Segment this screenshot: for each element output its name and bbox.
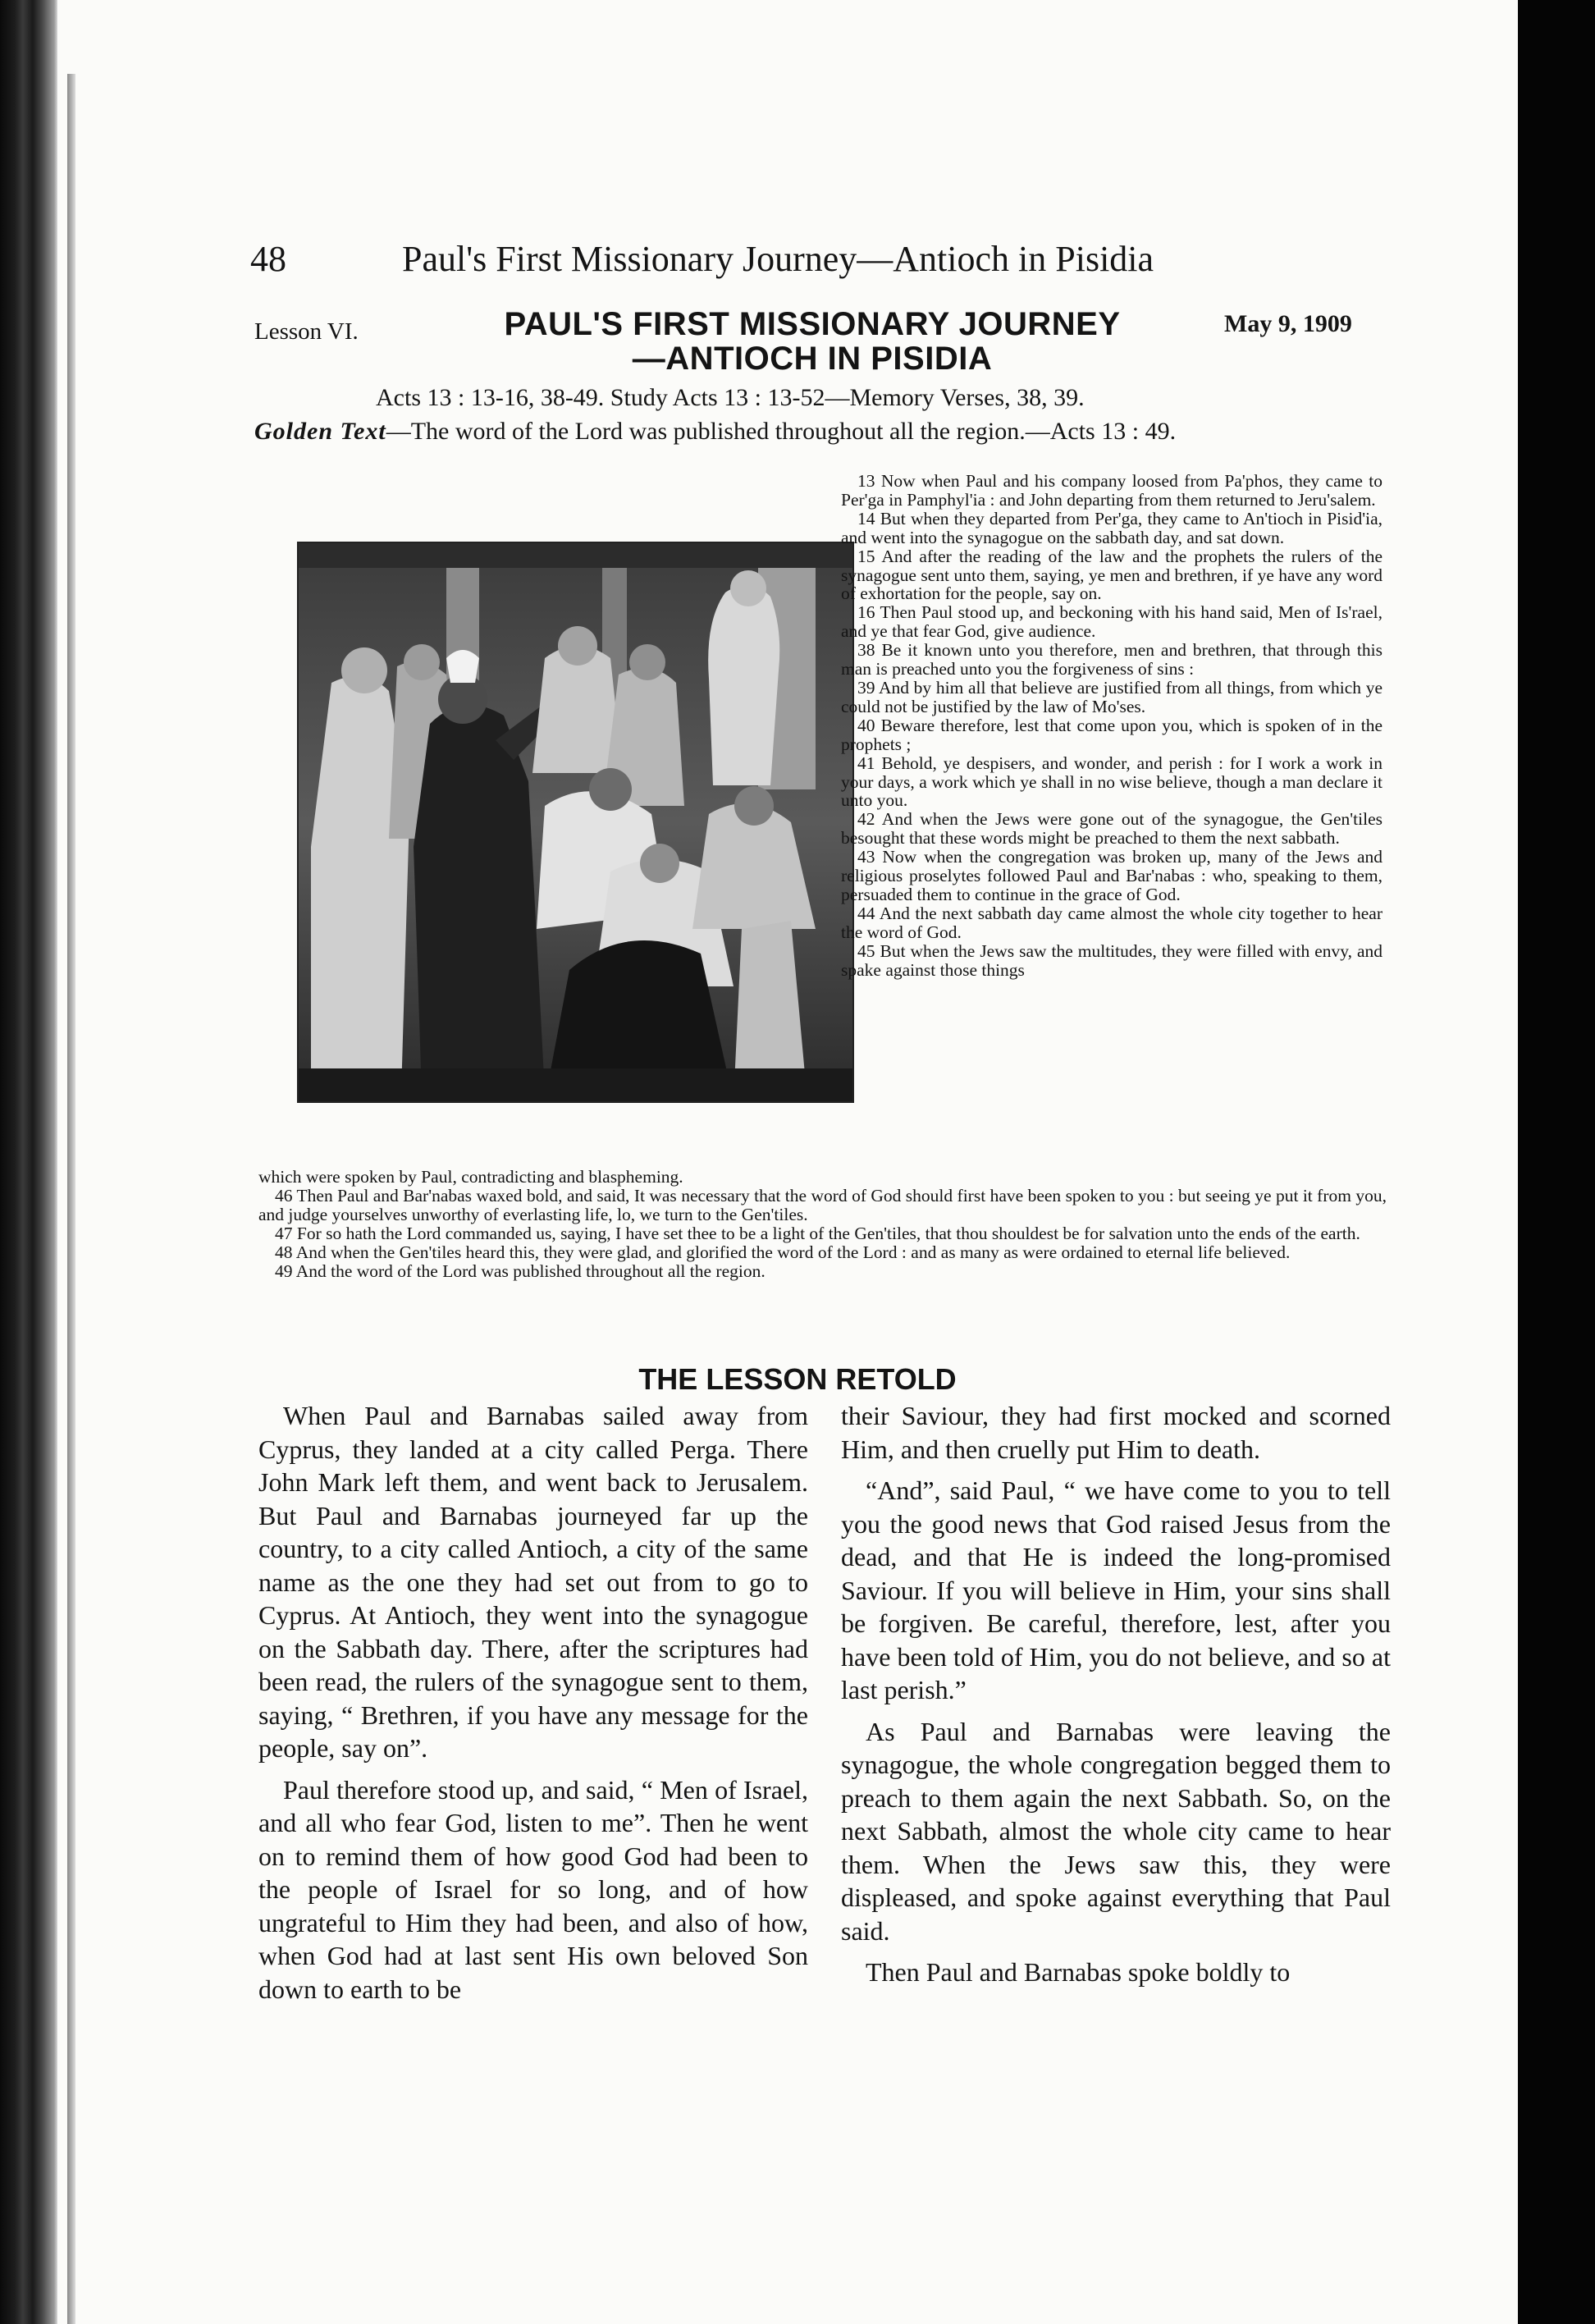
golden-text bbox=[254, 417, 1391, 446]
paragraph: Paul therefore stood up, and said, “ Men of Israel, and all who fear God, listen to me”. Then he went on to remind them of how good God had been to the people of Israel for so long, and of how ungrateful to Him they had been, and also of how, when God had at last sent His own beloved Son down to earth to be bbox=[258, 1774, 808, 2004]
golden-text-body: —The word of the Lord was published throughout all the region.—Acts 13 : 49. bbox=[386, 418, 1177, 445]
lesson-title-line-1: PAUL'S FIRST MISSIONARY JOURNEY bbox=[504, 306, 1121, 342]
paragraph: As Paul and Barnabas were leaving the synagogue, the whole congregation begged them to preach to them again the next Sabbath. So, on the next Sabbath, almost the whole city came to hear them. When the Jews saw this, they were displeased, and spoke against everything that Paul said. bbox=[841, 1716, 1391, 1946]
verse: 48 And when the Gen'tiles heard this, they were glad, and glorified the word of the Lord : and as many as were ordained to eternal life believed. bbox=[275, 1242, 1291, 1262]
retold-left-column bbox=[258, 1399, 808, 2006]
verse: 13 Now when Paul and his company loosed from Pa'phos, they came to Per'ga in Pamphyl'ia : and John departing from them returned to Jeru'salem. bbox=[841, 471, 1382, 510]
book-binding bbox=[0, 0, 57, 2324]
scripture-verses-full-width bbox=[258, 1168, 1387, 1280]
paragraph: Then Paul and Barnabas spoke boldly to bbox=[866, 1957, 1291, 1987]
illustration-paul-preaching-in-synagogue bbox=[297, 542, 854, 1103]
section-heading-lesson-retold: THE LESSON RETOLD bbox=[638, 1362, 957, 1396]
paragraph: When Paul and Barnabas sailed away from Cyprus, they landed at a city called Perga. There John Mark left them, and went back to Jerusalem. But Paul and Barnabas journeyed far up the country, to a city called Antioch, a city of the same name as the one they had set out from to go to Cyprus. At Antioch, they went into the synagogue on the Sabbath day. There, after the scriptures had been read, the rulers of the synagogue sent to them, saying, “ Brethren, if you have any message for the people, say on”. bbox=[258, 1401, 808, 1763]
verse: 41 Behold, ye despisers, and wonder, and perish : for I work a work in your days, a work which ye shall in no wise believe, though a man declare it unto you. bbox=[841, 753, 1382, 811]
paragraph-continuation: their Saviour, they had first mocked and scorned Him, and then cruelly put Him to death. bbox=[841, 1401, 1391, 1464]
verse: 15 And after the reading of the law and the prophets the rulers of the synagogue sent unto them, saying, ye men and brethren, if ye have any word of exhortation for the people, say on. bbox=[841, 546, 1382, 604]
scripture-verses-right bbox=[841, 472, 1382, 979]
verse: 14 But when they departed from Per'ga, they came to An'tioch in Pisid'ia, and went into the synagogue on the sabbath day, and sat down. bbox=[841, 508, 1382, 547]
page-number: 48 bbox=[250, 239, 286, 279]
running-head bbox=[250, 238, 1218, 287]
verse: 46 Then Paul and Bar'nabas waxed bold, and said, It was necessary that the word of God should first have been spoken to you : but seeing ye put it from you, and judge yourselves unworthy of everlasting life, lo, we turn to the Gen'tiles. bbox=[258, 1185, 1387, 1224]
verse: 43 Now when the congregation was broken up, many of the Jews and religious proselytes followed Paul and Bar'nabas : who, speaking to them, persuaded them to continue in the grace of God. bbox=[841, 847, 1382, 904]
verse-continuation: which were spoken by Paul, contradicting and blaspheming. bbox=[258, 1167, 683, 1187]
golden-text-label: Golden Text bbox=[254, 418, 386, 445]
verse: 16 Then Paul stood up, and beckoning with his hand said, Men of Is'rael, and ye that fear God, give audience. bbox=[841, 602, 1382, 642]
verse: 38 Be it known unto you therefore, men and brethren, that through this man is preached unto you the forgiveness of sins : bbox=[841, 640, 1382, 679]
verse: 39 And by him all that believe are justified from all things, from which ye could not be justified by the law of Mo'ses. bbox=[841, 677, 1382, 716]
verse: 44 And the next sabbath day came almost the whole city together to hear the word of God. bbox=[841, 903, 1382, 942]
verse: 49 And the word of the Lord was published throughout all the region. bbox=[275, 1260, 766, 1281]
scripture-reference: Acts 13 : 13-16, 38-49. Study Acts 13 : 13-52—Memory Verses, 38, 39. bbox=[376, 384, 1085, 411]
running-title: Paul's First Missionary Journey—Antioch in Pisidia bbox=[402, 239, 1154, 279]
page-edge bbox=[67, 74, 75, 2324]
illustration-engraving bbox=[299, 543, 852, 1101]
lesson-date: May 9, 1909 bbox=[1224, 310, 1352, 337]
lesson-title bbox=[459, 307, 1165, 376]
lesson-title-line-2: —ANTIOCH IN PISIDIA bbox=[632, 341, 993, 377]
verse: 47 For so hath the Lord commanded us, saying, I have set thee to be a light of the Gen'tiles, that thou shouldest be for salvation unto the ends of the earth. bbox=[275, 1223, 1360, 1243]
retold-right-column bbox=[841, 1399, 1391, 1989]
paragraph: “And”, said Paul, “ we have come to you to tell you the good news that God raised Jesus from the dead, and that He is indeed the long-promised Saviour. If you will believe in Him, your sins shall be forgiven. Be careful, therefore, lest, after you have been told of Him, you do not believe, and so at last perish.” bbox=[841, 1475, 1391, 1704]
verse: 40 Beware therefore, lest that come upon you, which is spoken of in the prophets ; bbox=[841, 715, 1382, 754]
verse: 42 And when the Jews were gone out of the synagogue, the Gen'tiles besought that these words might be preached to them the next sabbath. bbox=[841, 809, 1382, 849]
lesson-number: Lesson VI. bbox=[254, 318, 359, 345]
verse: 45 But when the Jews saw the multitudes, they were filled with envy, and spake against those things bbox=[841, 940, 1382, 980]
